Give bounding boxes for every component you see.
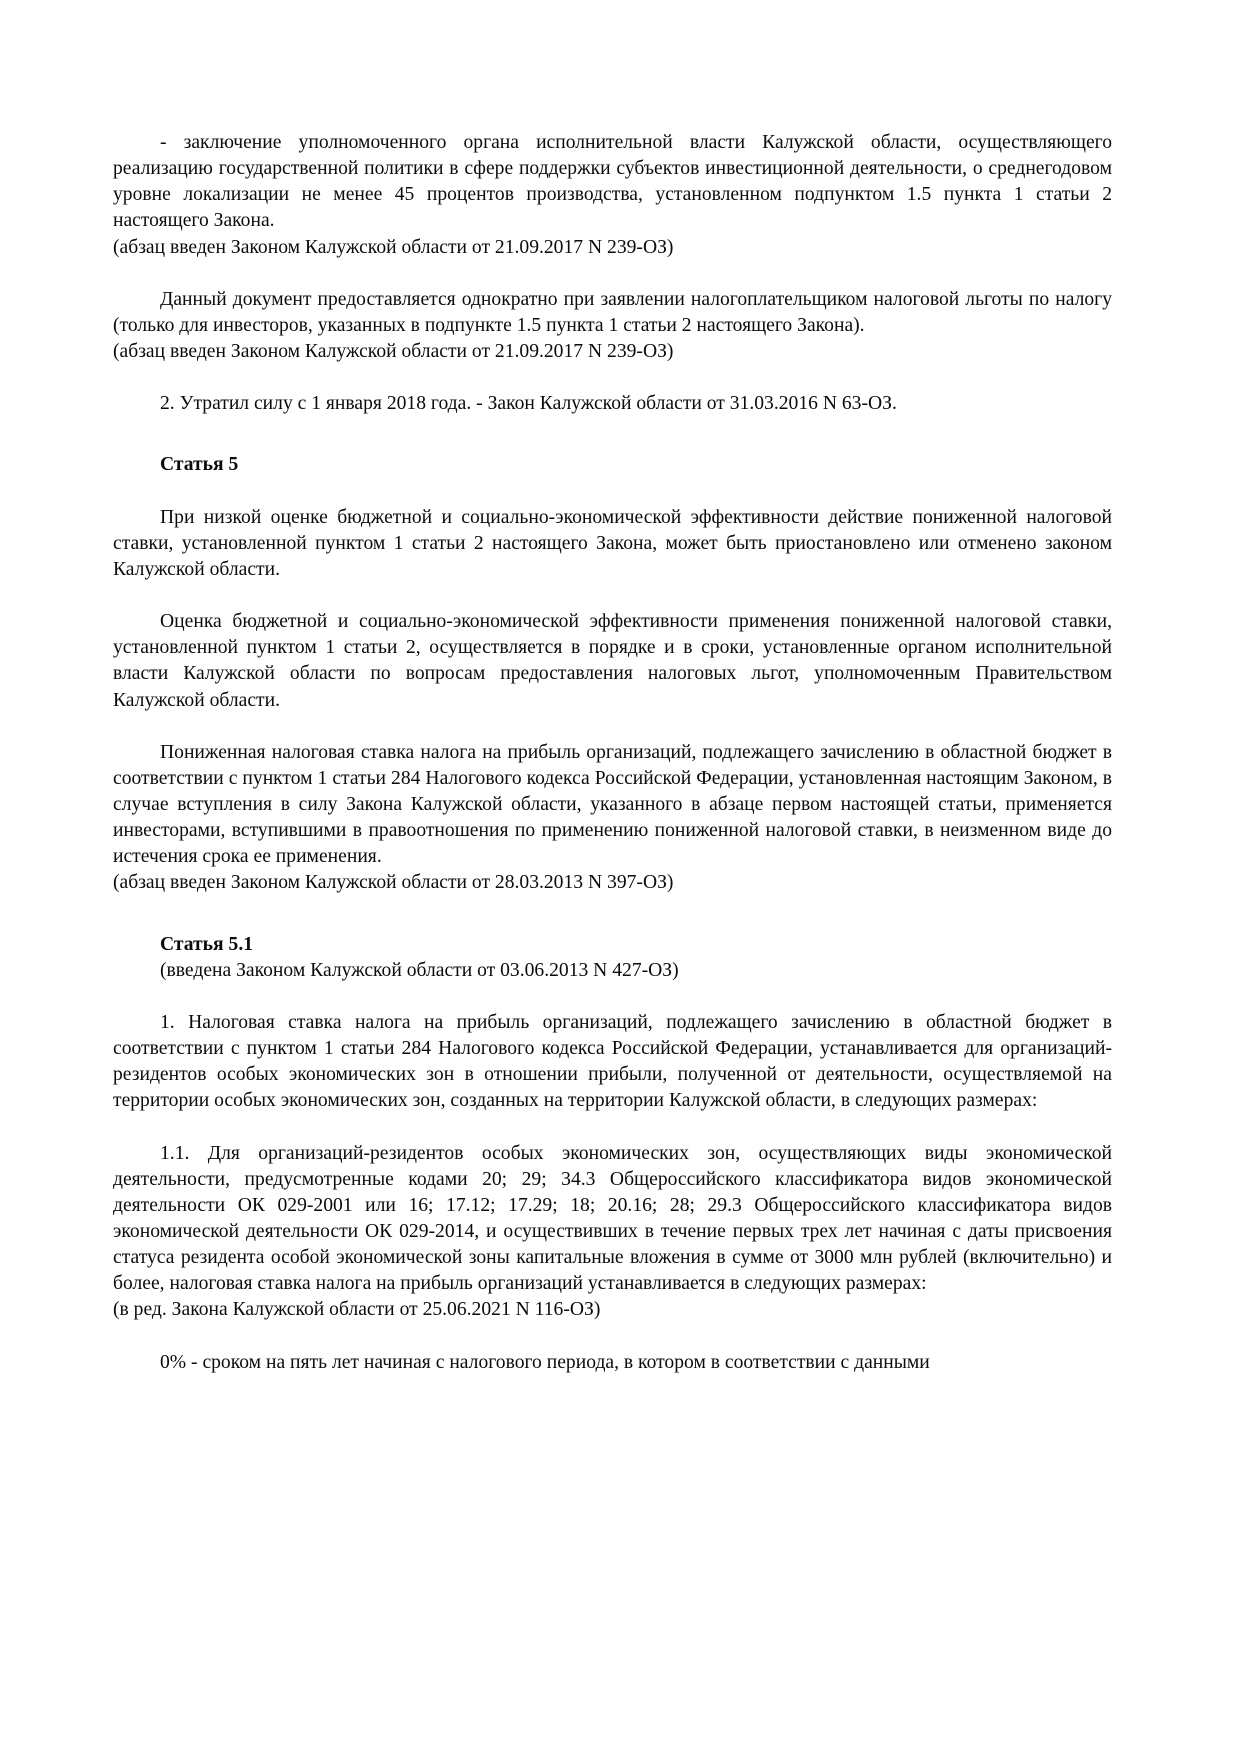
paragraph-item-2-repealed: 2. Утратил силу с 1 января 2018 года. - Закон Калужской области от 31.03.2016 N 63-ОЗ. [160, 393, 897, 415]
paragraph-zero-percent-five-years: 0% - сроком на пять лет начиная с налогового периода, в котором в соответствии с данными [160, 1351, 930, 1373]
heading-article-5-1: Статья 5.1 [160, 933, 254, 955]
spacer [113, 714, 1112, 740]
spacer [113, 479, 1112, 505]
paragraph-low-efficiency-assessment: При низкой оценке бюджетной и социально-экономической эффективности действие пониженной налоговой ставки, установленной пунктом 1 статьи 2 настоящего Закона, может быть приостановлено или отменено законом Калужской области. [113, 506, 1112, 580]
spacer [113, 897, 1112, 932]
spacer [113, 261, 1112, 287]
spacer [113, 417, 1112, 452]
document-body [113, 130, 1112, 1376]
spacer [113, 1324, 1112, 1350]
paragraph-reduced-rate-unchanged: Пониженная налоговая ставка налога на прибыль организаций, подлежащего зачислению в областной бюджет в соответствии с пунктом 1 статьи 284 Налогового кодекса Российской Федерации, установленная настоящим Законом, в случае вступления в силу Закона Калужской области, указанного в абзаце первом настоящей статьи, применяется инвесторами, вступившими в правоотношения по применению пониженной налоговой ставки, в неизменном виде до истечения срока ее применения. [113, 741, 1112, 868]
spacer [113, 984, 1112, 1010]
paragraph-item-1-sez-rate: 1. Налоговая ставка налога на прибыль организаций, подлежащего зачислению в областной бюджет в соответствии с пунктом 1 статьи 284 Налогового кодекса Российской Федерации, устанавливается для организаций-резидентов особых экономических зон в отношении прибыли, полученной от деятельности, осуществляемой на территории особых экономических зон, созданных на территории Калужской области, в следующих размерах: [113, 1011, 1112, 1112]
paragraph-conclusion-authorized-body: - заключение уполномоченного органа исполнительной власти Калужской области, осуществляющего реализацию государственной политики в сфере поддержки субъектов инвестиционной деятельности, о среднегодовом уровне локализации не менее 45 процентов производства, установленном подпунктом 1.5 пункта 1 статьи 2 настоящего Закона. [113, 132, 1112, 232]
paragraph-document-provided-once: Данный документ предоставляется однократно при заявлении налогоплательщиком налоговой льготы по налогу (только для инвесторов, указанных в подпункте 1.5 пункта 1 статьи 2 настоящего Закона). [113, 288, 1112, 336]
amendment-note-239-oz-second: (абзац введен Законом Калужской области от 21.09.2017 N 239-ОЗ) [113, 341, 674, 363]
paragraph-item-1-1-okved-codes: 1.1. Для организаций-резидентов особых экономических зон, осуществляющих виды экономической деятельности, предусмотренные кодами 20; 29; 34.3 Общероссийского классификатора видов экономической деятельности ОК 029-2001 или 16; 17.12; 17.29; 18; 20.16; 28; 29.3 Общероссийского классификатора видов экономической деятельности ОК 029-2014, и осуществивших в течение первых трех лет начиная с даты присвоения статуса резидента особой экономической зоны капитальные вложения в сумме от 3000 млн рублей (включительно) и более, налоговая ставка налога на прибыль организаций устанавливается в следующих размерах: [113, 1142, 1112, 1295]
amendment-note-116-oz: (в ред. Закона Калужской области от 25.06.2021 N 116-ОЗ) [113, 1299, 601, 1321]
paragraph-assessment-procedure: Оценка бюджетной и социально-экономической эффективности применения пониженной налоговой ставки, установленной пунктом 1 статьи 2, осуществляется в порядке и в сроки, установленные органом исполнительной власти Калужской области по вопросам предоставления налоговых льгот, уполномоченным Правительством Калужской области. [113, 611, 1112, 711]
spacer [113, 583, 1112, 609]
amendment-note-397-oz: (абзац введен Законом Калужской области от 28.03.2013 N 397-ОЗ) [113, 872, 674, 894]
amendment-note-427-oz: (введена Законом Калужской области от 03.06.2013 N 427-ОЗ) [160, 959, 679, 981]
spacer [113, 1115, 1112, 1141]
spacer [113, 365, 1112, 391]
amendment-note-239-oz-first: (абзац введен Законом Калужской области от 21.09.2017 N 239-ОЗ) [113, 236, 674, 258]
heading-article-5: Статья 5 [160, 454, 239, 476]
